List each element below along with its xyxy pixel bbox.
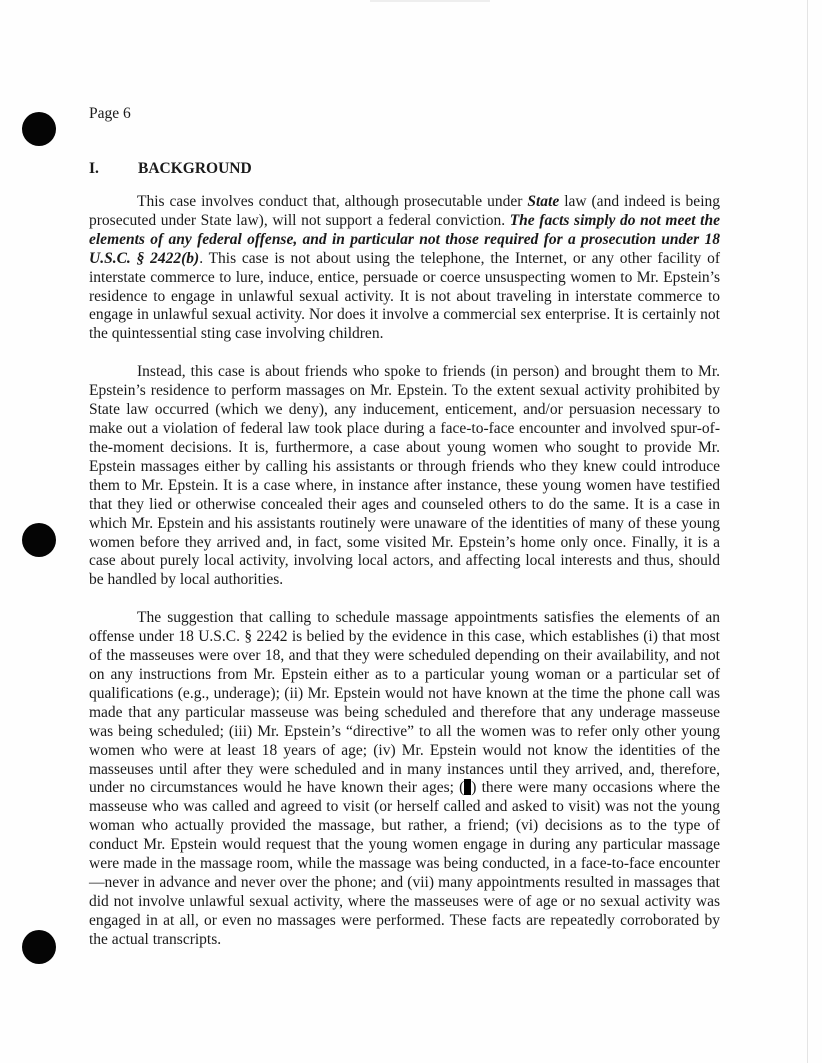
punch-hole bbox=[22, 112, 56, 146]
emphasis-statement: The facts simply do not meet the elements of any federal offense, and in particular not those required for a prosecution under 18 U.S.C. § 2422(b) bbox=[89, 211, 720, 267]
punch-hole bbox=[22, 523, 56, 557]
paragraph-2: Instead, this case is about friends who spoke to friends (in person) and brought them to Mr. Epstein’s residence to perform massages on Mr. Epstein. To the extent sexual activity prohibited by State law occurred (which we deny), any inducement, enticement, and/or persuasion necessary to make out a violation of federal law took place during a face-to-face encounter and involved spur-of-the-moment decisions. It is, furthermore, a case about young women who sought to provide Mr. Epstein massages either by calling his assistants or through friends who they knew could introduce them to Mr. Epstein. It is a case where, in instance after instance, these young women have testified that they lied or otherwise concealed their ages and counseled others to do the same. It is a case in which Mr. Epstein and his assistants routinely were unaware of the identities of many of these young women before they arrived and, in fact, some visited Mr. Epstein’s home only once. Finally, it is a case about purely local activity, involving local actors, and affecting local interests and thus, should be handled by local authorities. bbox=[89, 363, 720, 589]
text-run: The suggestion that calling to schedule massage appointments satisfies the elements of an offense under 18 U.S.C. § 2242 is belied by the evidence in this case, which establishes (i) that most of the masseuses were over 18, and that they were scheduled depending on their availability, and not on any instructions from Mr. Epstein either as to a particular young woman or a particular set of qualifications (e.g., underage); (ii) Mr. Epstein would not have known at the time the phone call was made that any particular masseuse was being scheduled and therefore that any underage masseuse was being scheduled; (iii) Mr. Epstein’s “directive” to all the women was to refer only other young women who were at least 18 years of age; (iv) Mr. Epstein would not know the identities of the masseuses until after they were scheduled and in many instances until they arrived, and, therefore, under no circumstances would he have known their ages; ( bbox=[89, 609, 720, 797]
text-run: . This case is not about using the telephone, the Internet, or any other facility of interstate commerce to lure, induce, entice, persuade or coerce unsuspecting women to Mr. Epstein’s residence to engage in unlawful sexual activity. It is not about traveling in interstate commerce to engage in unlawful sexual activity. Nor does it involve a commercial sex enterprise. It is certainly not the quintessential sting case involving children. bbox=[89, 249, 720, 343]
body-text bbox=[89, 193, 720, 969]
section-title: BACKGROUND bbox=[138, 160, 252, 177]
scan-artifact bbox=[370, 0, 490, 2]
text-run: This case involves conduct that, although prosecutable under bbox=[137, 193, 528, 210]
text-run: law (and indeed is being prosecuted under State law), will not support a federal conviction. bbox=[89, 193, 720, 229]
page-number: Page 6 bbox=[89, 105, 131, 122]
emphasis-state: State bbox=[527, 193, 560, 210]
punch-hole bbox=[22, 930, 56, 964]
text-run: ) there were many occasions where the masseuse who was called and agreed to visit (or herself called and asked to visit) was not the young woman who actually provided the massage, but rather, a friend; (vi) decisions as to the type of conduct Mr. Epstein would request that the young women engage in during any particular massage were made in the massage room, while the massage was being conducted, in a face-to-face encounter—never in advance and never over the phone; and (vii) many appointments resulted in massages that did not involve unlawful sexual activity, where the masseuses were of age or no sexual activity was engaged in at all, or even no massages were performed. These facts are repeatedly corroborated by the actual transcripts. bbox=[89, 779, 720, 948]
section-heading bbox=[89, 160, 252, 178]
paragraph-1 bbox=[89, 193, 720, 344]
page-edge bbox=[807, 0, 808, 1063]
section-number: I. bbox=[89, 160, 99, 177]
paragraph-3 bbox=[89, 609, 720, 949]
